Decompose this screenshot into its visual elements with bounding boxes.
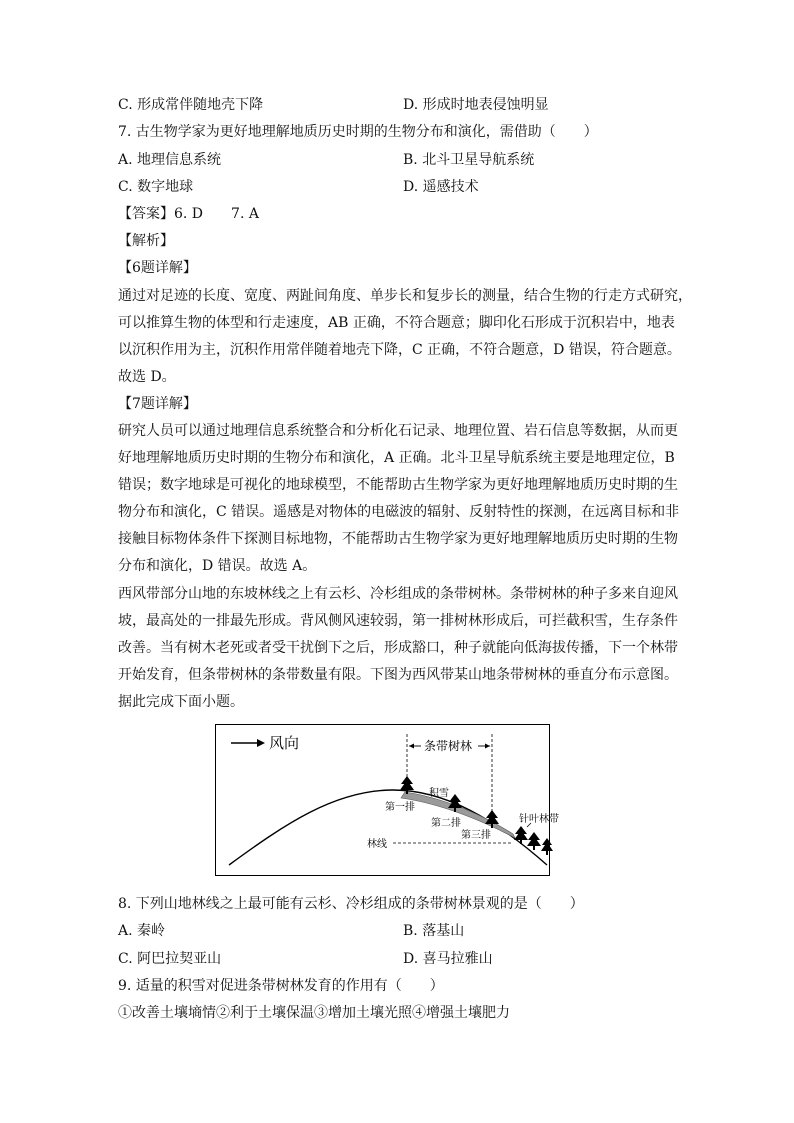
band-forest-label: 条带树林 xyxy=(424,739,473,753)
diagram-svg xyxy=(215,724,559,876)
analysis-heading: 【解析】 xyxy=(118,233,174,249)
row2-label: 第二排 xyxy=(431,818,461,829)
q8-option-a: A. 秦岭 xyxy=(118,923,166,939)
q6-option-d: D. 形成时地表侵蚀明显 xyxy=(403,97,549,113)
q8-option-b: B. 落基山 xyxy=(403,923,465,939)
treeline-label: 林线 xyxy=(367,839,387,850)
q8-option-c: C. 阿巴拉契亚山 xyxy=(118,951,222,967)
snow-label: 积雪 xyxy=(429,788,449,799)
q8-option-d: D. 喜马拉雅山 xyxy=(403,951,493,967)
q9-options-line: ①改善土壤墒情②利于土壤保温③增加土壤光照④增强土壤肥力 xyxy=(118,1005,510,1021)
wind-label: 风向 xyxy=(269,734,300,752)
q6-explanation-line: 通过对足迹的长度、宽度、两趾间角度、单步长和复步长的测量，结合生物的行走方式研究， xyxy=(118,288,692,304)
conifer-label: 针叶林带 xyxy=(519,814,559,825)
q7-explanation-line: 分布和演化，D 错误。故选 A。 xyxy=(118,558,317,574)
q7-explanation-line: 好地理解地质历史时期的生物分布和演化，A 正确。北斗卫星导航系统主要是地理定位，B xyxy=(118,450,675,466)
q6-option-c: C. 形成常伴随地壳下降 xyxy=(118,97,264,113)
q7-option-d: D. 遥感技术 xyxy=(403,179,479,195)
q6-heading: 【6题详解】 xyxy=(118,260,197,276)
q7-heading: 【7题详解】 xyxy=(118,396,197,412)
q9-stem: 9. 适量的积雪对促进条带树林发育的作用有（ ） xyxy=(118,978,444,994)
q7-explanation-line: 接触目标物体条件下探测目标地物，不能帮助古生物学家为更好地理解地质历史时期的生物 xyxy=(118,531,678,547)
q6-explanation-line: 可以推算生物的体型和行走速度，AB 正确，不符合题意；脚印化石形成于沉积岩中，地表 xyxy=(118,315,675,331)
q7-explanation-line: 研究人员可以通过地理信息系统整合和分析化石记录、地理位置、岩石信息等数据，从而更 xyxy=(118,423,678,439)
q7-explanation-line: 物分布和演化，C 错误。遥感是对物体的电磁波的辐射、反射特性的探测，在远离目标和非 xyxy=(118,504,680,520)
q7-option-c: C. 数字地球 xyxy=(118,179,194,195)
material-line: 坡，最高处的一排最先形成。背风侧风速较弱，第一排树林形成后，可拦截积雪，生存条件 xyxy=(118,613,678,629)
material-line: 据此完成下面小题。 xyxy=(118,694,244,710)
q7-explanation-line: 错误；数字地球是可视化的地球模型，不能帮助古生物学家为更好地理解地质历史时期的生 xyxy=(118,477,678,493)
material-line: 西风带部分山地的东坡林线之上有云杉、冷杉组成的条带树林。条带树林的种子多来自迎风 xyxy=(118,586,678,602)
answer-line: 【答案】6. D 7. A xyxy=(118,206,259,222)
q6-explanation-line: 故选 D。 xyxy=(118,369,176,385)
material-line: 改善。当有树木老死或者受干扰倒下之后，形成豁口，种子就能向低海拔传播，下一个林带 xyxy=(118,640,678,656)
q8-stem: 8. 下列山地林线之上最可能有云杉、冷杉组成的条带树林景观的是（ ） xyxy=(118,896,584,912)
material-line: 开始发育，但条带树林的条带数量有限。下图为西风带某山地条带树林的垂直分布示意图。 xyxy=(118,667,678,683)
q7-stem: 7. 古生物学家为更好地理解地质历史时期的生物分布和演化，需借助（ ） xyxy=(118,124,598,140)
diagram-frame xyxy=(216,725,550,876)
q7-option-a: A. 地理信息系统 xyxy=(118,152,222,168)
band-forest-diagram xyxy=(215,724,559,876)
q7-option-b: B. 北斗卫星导航系统 xyxy=(403,152,535,168)
row1-label: 第一排 xyxy=(385,802,415,813)
q6-explanation-line: 以沉积作用为主，沉积作用常伴随着地壳下降，C 正确，不符合题意，D 错误，符合题意。 xyxy=(118,342,681,358)
row3-label: 第三排 xyxy=(461,830,491,841)
